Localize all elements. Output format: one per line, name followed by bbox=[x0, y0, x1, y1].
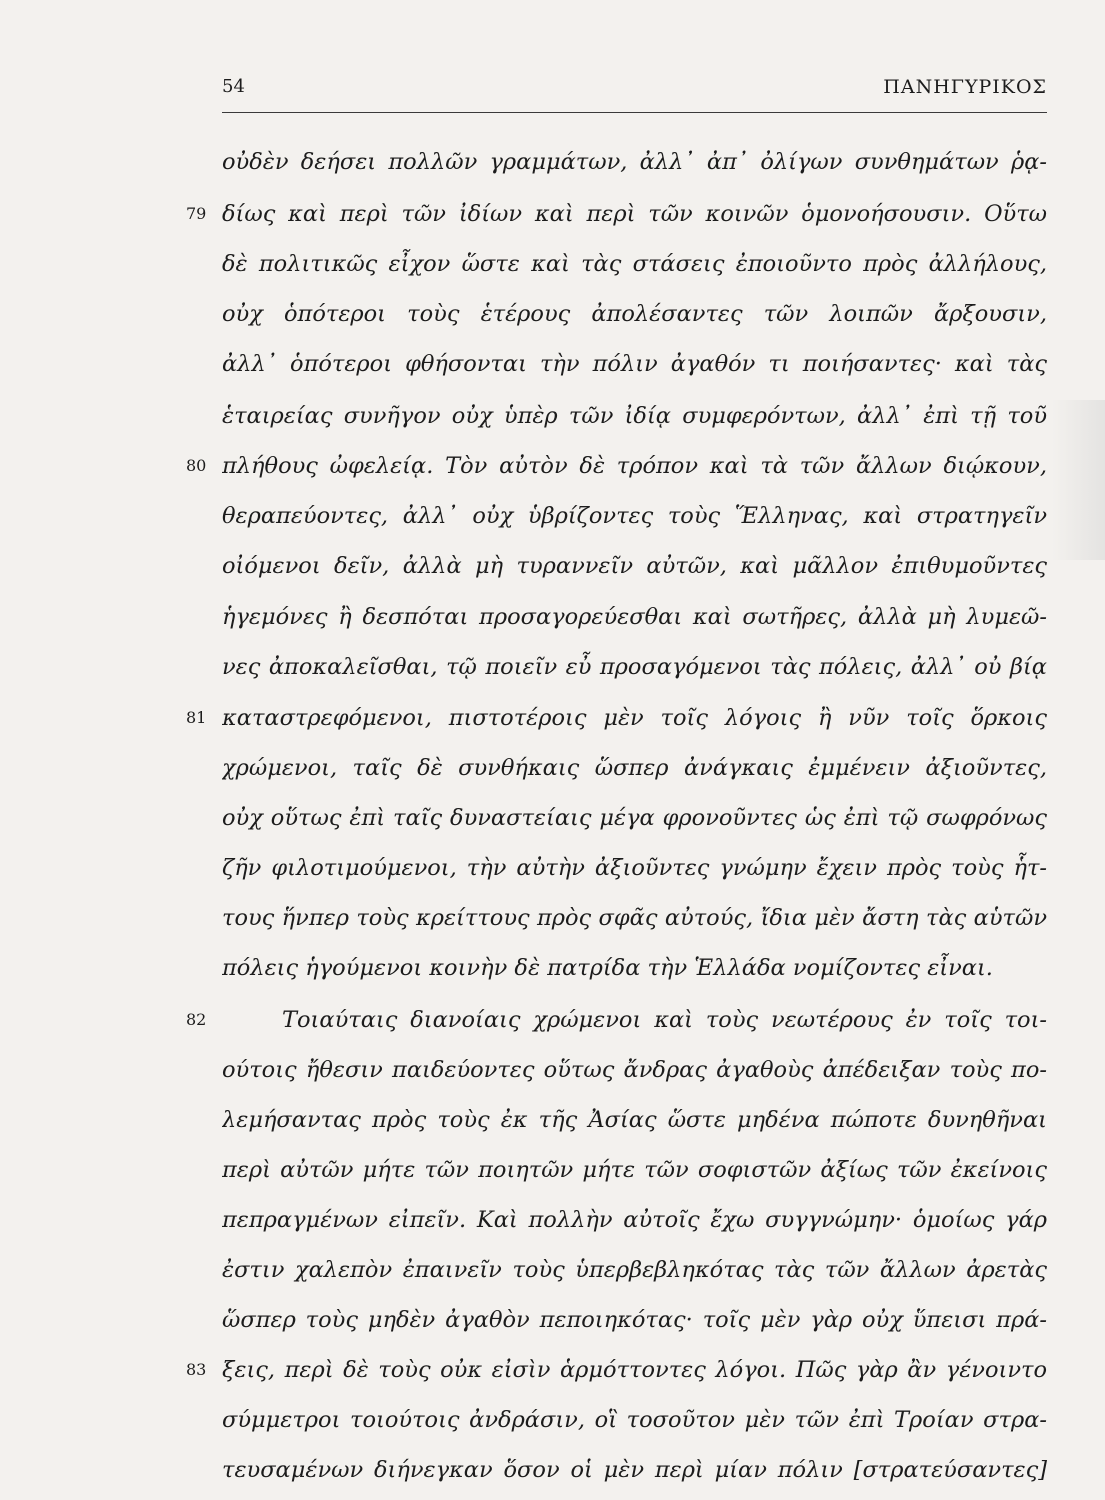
text-line: ὥσπερ τοὺς μηδὲν ἀγαθὸν πεποιηκότας· τοῖς μὲν γὰρ οὐχ ὕπεισι πρά- bbox=[222, 1307, 1047, 1333]
text-line: δὲ πολιτικῶς εἶχον ὥστε καὶ τὰς στάσεις ἐποιοῦντο πρὸς ἀλλήλους, bbox=[222, 251, 1047, 277]
text-line: ζῆν φιλοτιμούμενοι, τὴν αὐτὴν ἀξιοῦντες γνώμην ἔχειν πρὸς τοὺς ἧτ- bbox=[222, 855, 1047, 881]
section-number: 82 bbox=[186, 1010, 207, 1029]
text-line: οὐχ οὕτως ἐπὶ ταῖς δυναστείαις μέγα φρονοῦντες ὡς ἐπὶ τῷ σωφρόνως bbox=[222, 805, 1047, 831]
text-line: καταστρεφόμενοι, πιστοτέροις μὲν τοῖς λόγοις ἢ νῦν τοῖς ὅρκοις bbox=[222, 705, 1047, 731]
text-line: χρώμενοι, ταῖς δὲ συνθήκαις ὥσπερ ἀνάγκαις ἐμμένειν ἀξιοῦντες, bbox=[222, 755, 1047, 781]
text-line: δίως καὶ περὶ τῶν ἰδίων καὶ περὶ τῶν κοινῶν ὁμονοήσουσιν. Οὕτω bbox=[222, 201, 1047, 227]
text-line: περὶ αὐτῶν μήτε τῶν ποιητῶν μήτε τῶν σοφιστῶν ἀξίως τῶν ἐκείνοις bbox=[222, 1157, 1047, 1183]
section-number: 80 bbox=[186, 456, 207, 475]
text-line: πεπραγμένων εἰπεῖν. Καὶ πολλὴν αὐτοῖς ἔχω συγγνώμην· ὁμοίως γάρ bbox=[222, 1207, 1047, 1233]
text-line: λεμήσαντας πρὸς τοὺς ἐκ τῆς Ἀσίας ὥστε μηδένα πώποτε δυνηθῆναι bbox=[222, 1107, 1047, 1133]
text-line: ἀλλ᾽ ὁπότεροι φθήσονται τὴν πόλιν ἀγαθόν τι ποιήσαντες· καὶ τὰς bbox=[222, 351, 1047, 377]
text-line: ξεις, περὶ δὲ τοὺς οὐκ εἰσὶν ἁρμόττοντες λόγοι. Πῶς γὰρ ἂν γένοιντο bbox=[222, 1357, 1047, 1383]
text-line: τους ἥνπερ τοὺς κρείττους πρὸς σφᾶς αὐτούς, ἴδια μὲν ἄστη τὰς αὑτῶν bbox=[222, 905, 1047, 931]
text-line: ἐστιν χαλεπὸν ἐπαινεῖν τοὺς ὑπερβεβληκότας τὰς τῶν ἄλλων ἀρετὰς bbox=[222, 1257, 1047, 1283]
text-line: οὐχ ὁπότεροι τοὺς ἑτέρους ἀπολέσαντες τῶν λοιπῶν ἄρξουσιν, bbox=[222, 301, 1047, 327]
header-rule bbox=[222, 112, 1047, 113]
text-line: σύμμετροι τοιούτοις ἀνδράσιν, οἳ τοσοῦτον μὲν τῶν ἐπὶ Τροίαν στρα- bbox=[222, 1407, 1047, 1433]
running-header bbox=[222, 76, 1047, 108]
text-line: ἡγεμόνες ἢ δεσπόται προσαγορεύεσθαι καὶ σωτῆρες, ἀλλὰ μὴ λυμεῶ- bbox=[222, 604, 1047, 630]
running-title: ΠΑΝΗΓΥΡΙΚΟΣ bbox=[883, 76, 1047, 98]
section-number: 81 bbox=[186, 708, 207, 727]
text-line: τευσαμένων διήνεγκαν ὅσον οἱ μὲν περὶ μίαν πόλιν [στρατεύσαντες] bbox=[222, 1457, 1047, 1483]
text-line: πλήθους ὠφελείᾳ. Τὸν αὐτὸν δὲ τρόπον καὶ τὰ τῶν ἄλλων διῴκουν, bbox=[222, 453, 1047, 479]
text-line: ἑταιρείας συνῆγον οὐχ ὑπὲρ τῶν ἰδίᾳ συμφερόντων, ἀλλ᾽ ἐπὶ τῇ τοῦ bbox=[222, 403, 1047, 429]
text-line: οἰόμενοι δεῖν, ἀλλὰ μὴ τυραννεῖν αὐτῶν, καὶ μᾶλλον ἐπιθυμοῦντες bbox=[222, 553, 1047, 579]
section-number: 79 bbox=[186, 204, 207, 223]
text-line: οὐδὲν δεήσει πολλῶν γραμμάτων, ἀλλ᾽ ἀπ᾽ ὀλίγων συνθημάτων ῥᾳ- bbox=[222, 149, 1047, 175]
text-line: ούτοις ἤθεσιν παιδεύοντες οὕτως ἄνδρας ἀγαθοὺς ἀπέδειξαν τοὺς πο- bbox=[222, 1057, 1047, 1083]
page-edge-shadow bbox=[1052, 400, 1105, 560]
section-number: 83 bbox=[186, 1360, 207, 1379]
text-line: πόλεις ἡγούμενοι κοινὴν δὲ πατρίδα τὴν Ἑλλάδα νομίζοντες εἶναι. bbox=[222, 955, 993, 981]
text-line: θεραπεύοντες, ἀλλ᾽ οὐχ ὑβρίζοντες τοὺς Ἕλληνας, καὶ στρατηγεῖν bbox=[222, 503, 1047, 529]
text-line: νες ἀποκαλεῖσθαι, τῷ ποιεῖν εὖ προσαγόμενοι τὰς πόλεις, ἀλλ᾽ οὐ βίᾳ bbox=[222, 654, 1047, 680]
text-line: Τοιαύταις διανοίαις χρώμενοι καὶ τοὺς νεωτέρους ἐν τοῖς τοι- bbox=[282, 1007, 1047, 1033]
page-number: 54 bbox=[222, 76, 245, 97]
